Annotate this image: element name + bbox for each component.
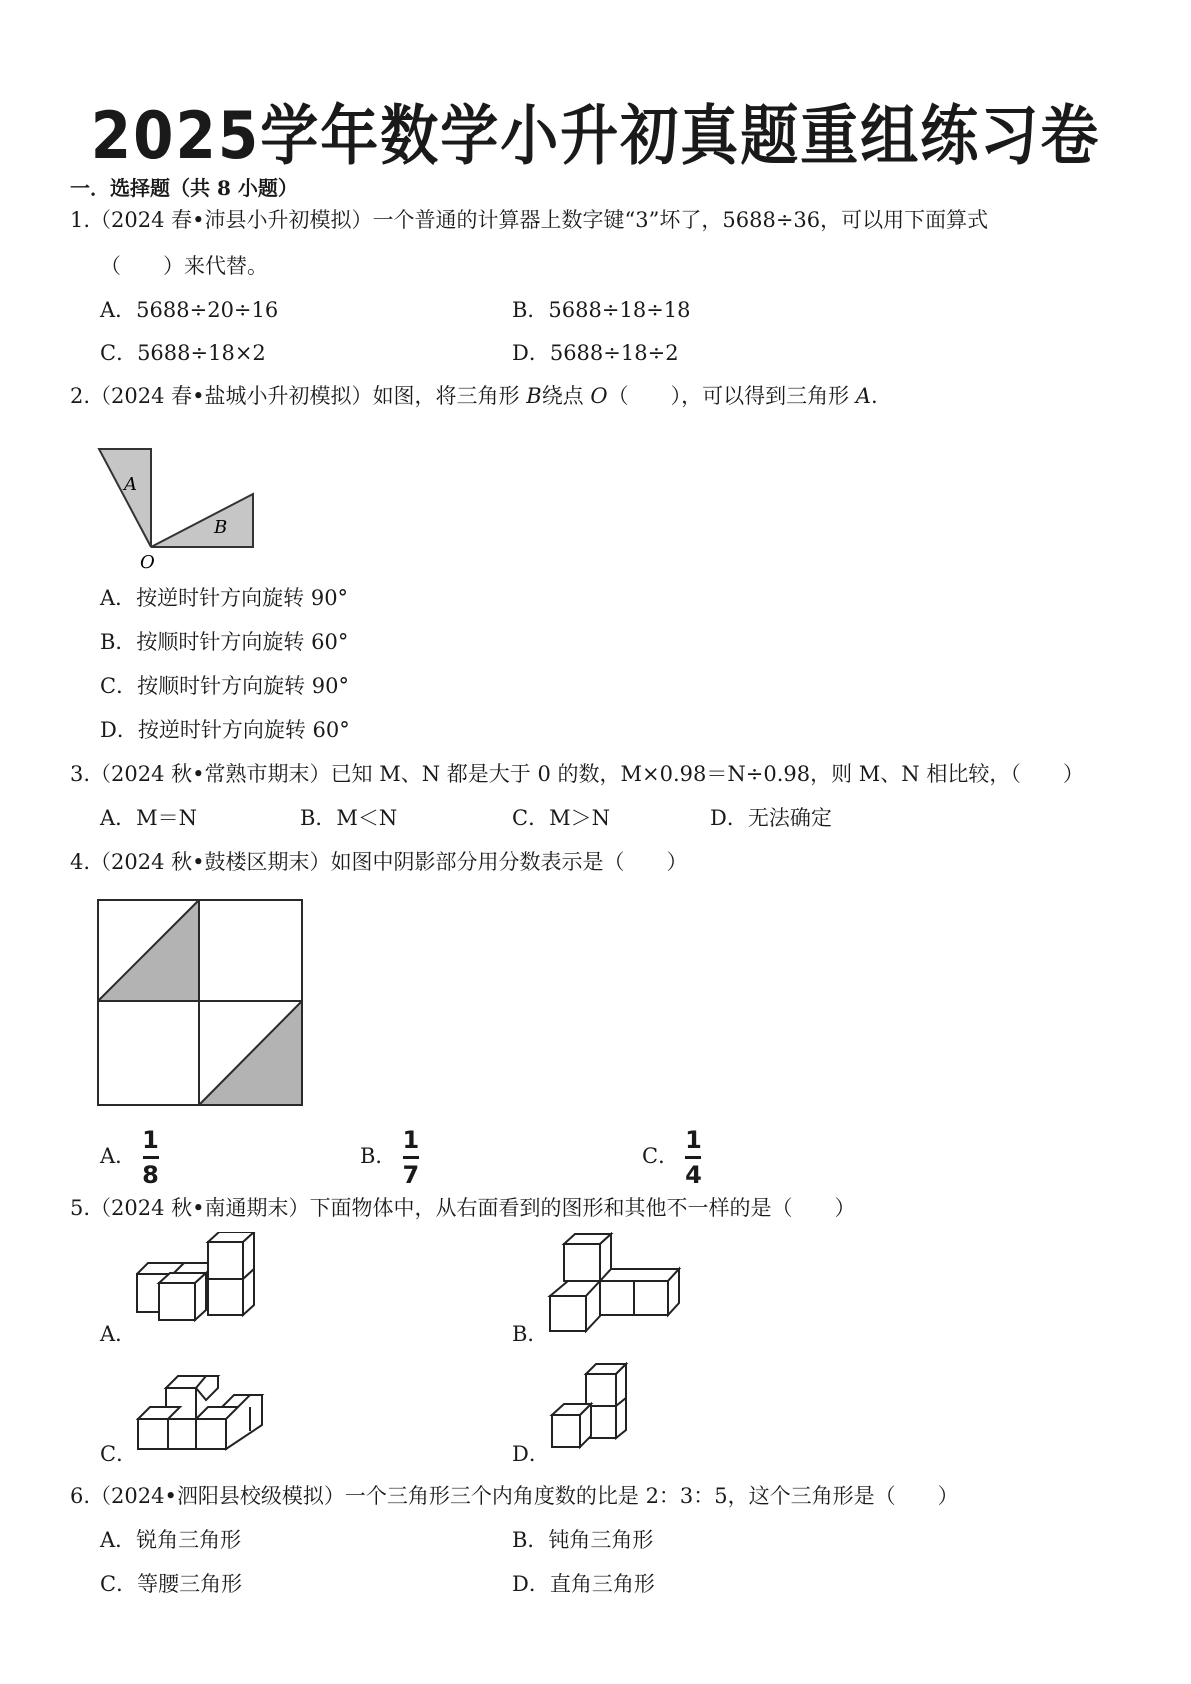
q4-option-c[interactable] [642,1126,702,1189]
q1-option-b[interactable]: B．5688÷18÷18 [512,298,691,322]
q3-option-d[interactable]: D．无法确定 [710,806,832,830]
question-stem: 已知 M、N 都是大于 0 的数，M×0.98＝N÷0.98，则 M、N 相比较，（ ） [330,762,1084,786]
stem-text: （ ），可以得到三角形 [607,384,856,408]
rotation-triangles-figure [88,440,268,570]
question-stem: 如图中阴影部分用分数表示是（ ） [330,850,688,874]
page-title: 2025学年数学小升初真题重组练习卷 [90,97,1101,174]
q1-option-d[interactable]: D．5688÷18÷2 [512,341,679,365]
question-number: 3. [70,762,91,786]
q3-option-a[interactable]: A．M＝N [100,806,198,830]
cube-figure-a [136,1232,266,1337]
question-source: （2024 秋•常熟市期末） [90,762,331,786]
q4-option-a[interactable] [100,1126,159,1189]
q2-option-d[interactable]: D．按逆时针方向旋转 60° [100,718,350,742]
question-number: 6. [70,1484,91,1508]
q3-option-b[interactable]: B．M＜N [300,806,398,830]
q4-option-b[interactable] [360,1126,419,1189]
stem-text: . [870,384,878,408]
label-o: O [140,552,155,570]
stem-var: A [855,384,871,408]
stem-text: 如图，将三角形 [372,384,527,408]
q6-option-a[interactable]: A．锐角三角形 [100,1528,242,1552]
question-source: （2024 秋•鼓楼区期末） [90,850,331,874]
label-a: A [124,474,137,495]
shaded-squares-figure [96,898,308,1110]
question-number: 4. [70,850,91,874]
question-source: （2024•泗阳县校级模拟） [90,1484,345,1508]
stem-text: 绕点 [541,384,591,408]
option-label: B． [360,1144,397,1168]
fraction: $\frac{1}{4}$ [685,1126,702,1189]
option-label: C． [642,1144,680,1168]
q1-option-a[interactable]: A．5688÷20÷16 [100,298,279,322]
q6-option-c[interactable]: C．等腰三角形 [100,1572,243,1596]
question-stem: 下面物体中，从右面看到的图形和其他不一样的是（ ） [309,1196,856,1220]
question-2 [70,380,878,410]
section-heading: 一．选择题（共 8 小题） [70,176,298,200]
q2-option-b[interactable]: B．按顺时针方向旋转 60° [100,630,349,654]
question-6 [70,1480,959,1510]
question-number: 5. [70,1196,91,1220]
question-stem: 一个普通的计算器上数字键“3”坏了，5688÷36，可以用下面算式 [372,208,989,232]
question-source: （2024 秋•南通期末） [90,1196,310,1220]
question-5 [70,1192,856,1222]
cube-figure-c [136,1372,266,1462]
question-4 [70,846,688,876]
q5-option-a[interactable]: A． [100,1322,137,1346]
q2-option-a[interactable]: A．按逆时针方向旋转 90° [100,586,349,610]
question-stem: 一个三角形三个内角度数的比是 2：3：5，这个三角形是（ ） [344,1484,959,1508]
stem-var: O [590,384,608,408]
label-b: B [214,517,228,538]
q6-option-b[interactable]: B．钝角三角形 [512,1528,654,1552]
question-source: （2024 春•沛县小升初模拟） [90,208,373,232]
fraction: $\frac{1}{8}$ [142,1126,159,1189]
q5-option-d[interactable]: D． [512,1442,550,1466]
q5-option-b[interactable]: B． [512,1322,549,1346]
fraction: $\frac{1}{7}$ [402,1126,420,1189]
question-1-stem-cont: （ ）来代替。 [100,254,268,278]
question-number: 2. [70,384,91,408]
question-number: 1. [70,208,91,232]
stem-var: B [526,384,542,408]
question-1 [70,204,988,234]
q1-option-c[interactable]: C．5688÷18×2 [100,341,266,365]
q6-option-d[interactable]: D．直角三角形 [512,1572,655,1596]
q5-option-c[interactable]: C． [100,1442,138,1466]
cube-figure-b [546,1232,686,1337]
q3-option-c[interactable]: C．M＞N [512,806,610,830]
option-label: A． [100,1144,137,1168]
q2-option-c[interactable]: C．按顺时针方向旋转 90° [100,674,349,698]
question-3 [70,758,1084,788]
question-source: （2024 春•盐城小升初模拟） [90,384,373,408]
cube-figure-d [546,1362,646,1457]
